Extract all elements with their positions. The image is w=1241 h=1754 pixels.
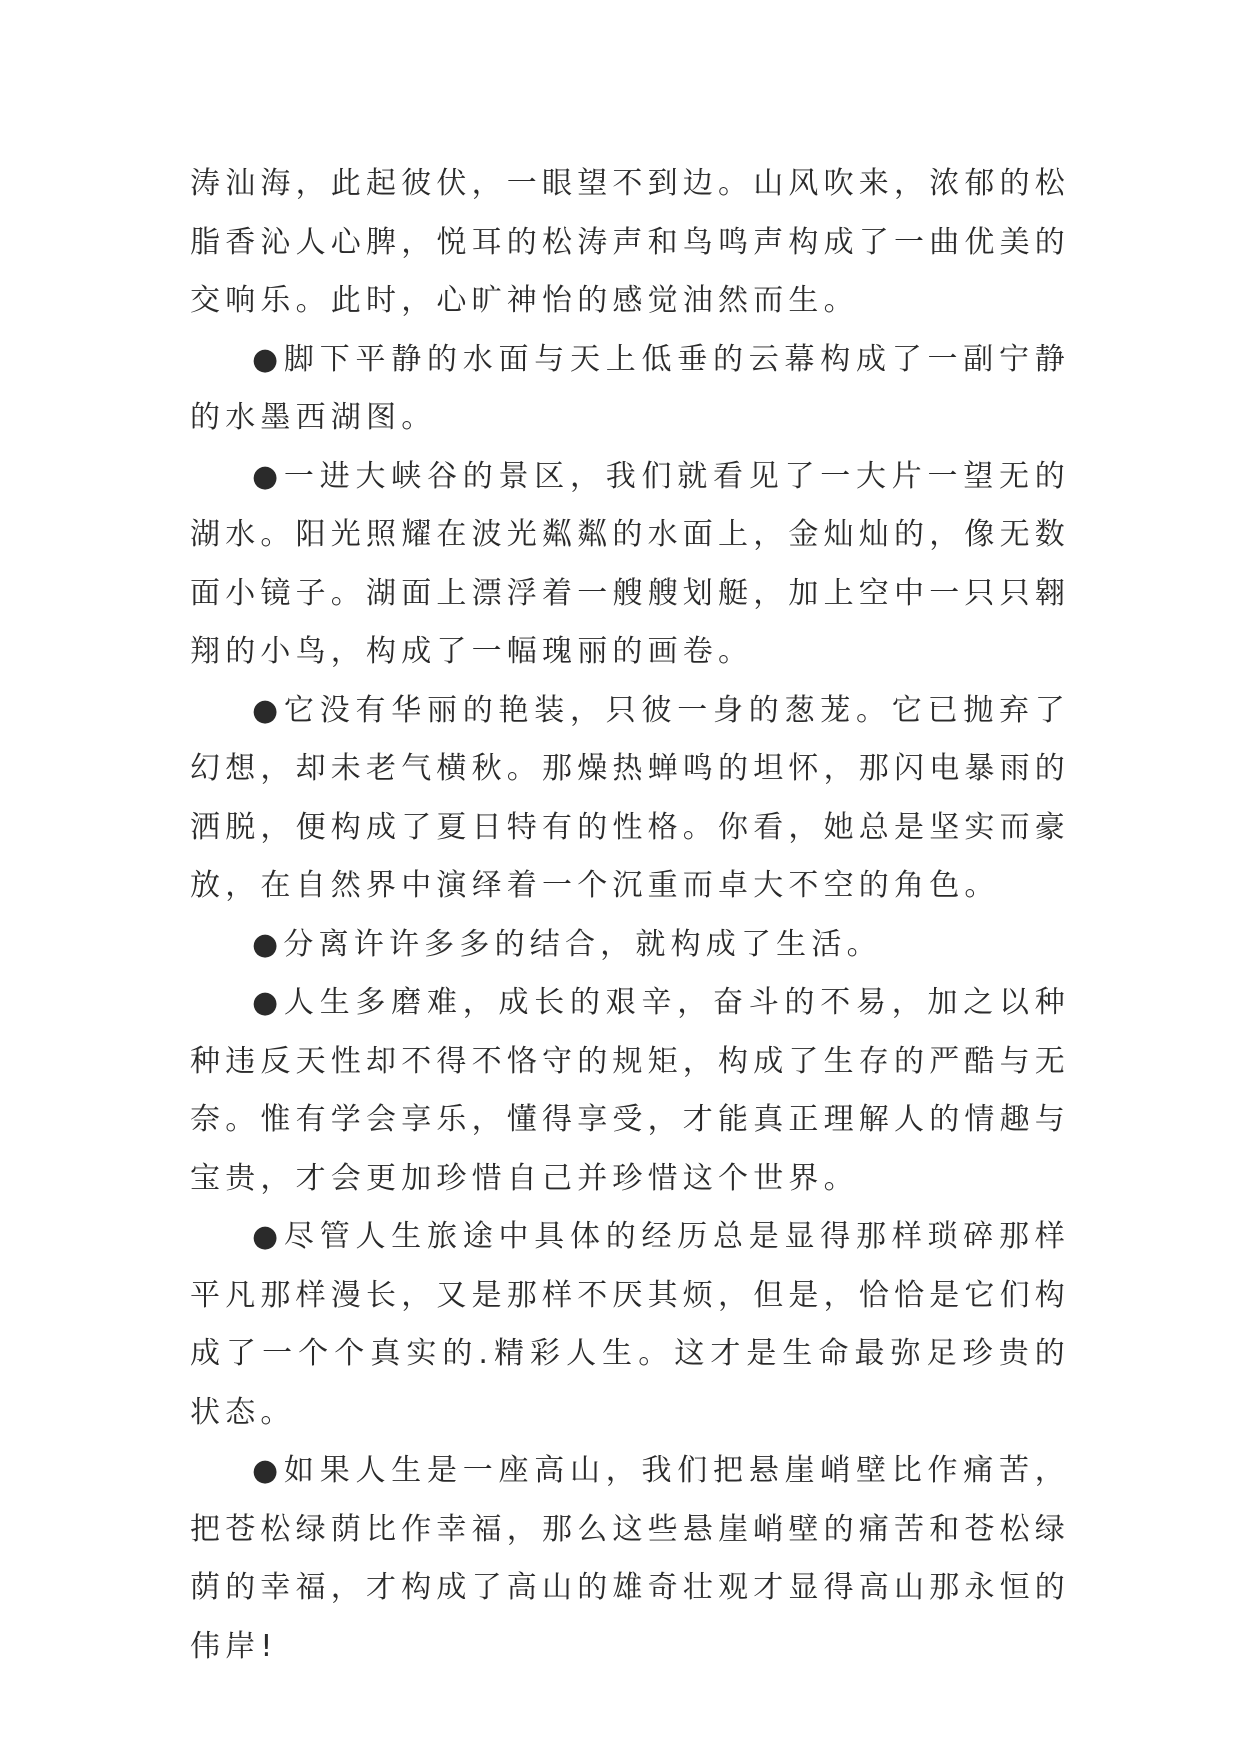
paragraph-west-lake: ●脚下平静的水面与天上低垂的云幕构成了一副宁静的水墨西湖图。: [190, 341, 1070, 435]
paragraph-mountain: ●如果人生是一座高山，我们把悬崖峭壁比作痛苦，把苍松绿荫比作幸福，那么这些悬崖峭壁的痛苦和苍松绿荫的幸福，才构成了高山的雄奇壮观才显得高山那永恒的伟岸!: [190, 1453, 1070, 1664]
paragraph-summer: ●它没有华丽的艳装，只彼一身的葱茏。它已抛弃了幻想，却未老气横秋。那燥热蝉鸣的坦怀，那闪电暴雨的洒脱，便构成了夏日特有的性格。你看，她总是坚实而豪放，在自然界中演绎着一个沉重而卓大不空的角色。: [190, 692, 1070, 903]
document-body: [190, 155, 1070, 1676]
paragraph-life-union: ●分离许许多多的结合，就构成了生活。: [252, 926, 882, 962]
paragraph-grand-canyon: ●一进大峡谷的景区，我们就看见了一大片一望无的湖水。阳光照耀在波光粼粼的水面上，金灿灿的，像无数面小镜子。湖面上漂浮着一艘艘划艇，加上空中一只只翱翔的小鸟，构成了一幅瑰丽的画卷。: [190, 458, 1070, 669]
paragraph-continuation: 涛汕海，此起彼伏，一眼望不到边。山风吹来，浓郁的松脂香沁人心脾，悦耳的松涛声和鸟鸣声构成了一曲优美的交响乐。此时，心旷神怡的感觉油然而生。: [190, 166, 1070, 318]
paragraph-hardship: ●人生多磨难，成长的艰辛，奋斗的不易，加之以种种违反天性却不得不恪守的规矩，构成了生存的严酷与无奈。惟有学会享乐，懂得享受，才能真正理解人的情趣与宝贵，才会更加珍惜自己并珍惜这个世界。: [190, 985, 1070, 1196]
paragraph-life-journey: ●尽管人生旅途中具体的经历总是显得那样琐碎那样平凡那样漫长，又是那样不厌其烦，但是，恰恰是它们构成了一个个真实的.精彩人生。这才是生命最弥足珍贵的状态。: [190, 1219, 1070, 1430]
